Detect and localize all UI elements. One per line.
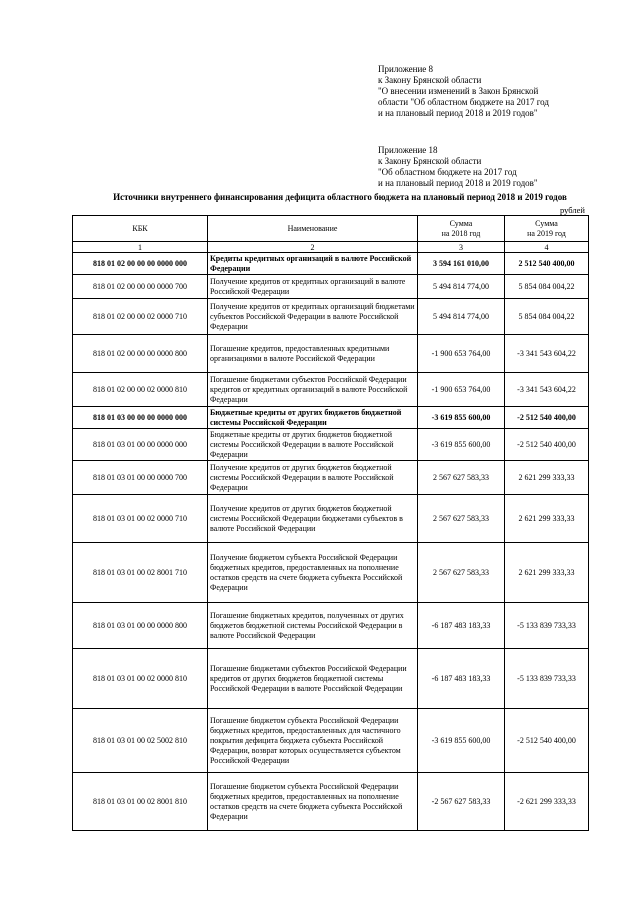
appendix-18-line: Приложение 18 bbox=[378, 145, 438, 155]
sum-2019-cell: -3 341 543 604,22 bbox=[505, 335, 589, 373]
kbk-cell: 818 01 03 01 00 02 8001 710 bbox=[73, 543, 208, 603]
appendix-8-header bbox=[378, 64, 549, 119]
table-row bbox=[73, 373, 589, 407]
header-kbk: КБК bbox=[73, 216, 208, 242]
document-title: Источники внутреннего финансирования дефицита областного бюджета на плановый период 2018 и 2019 годов bbox=[113, 192, 567, 202]
sum-2019-cell: 2 621 299 333,33 bbox=[505, 543, 589, 603]
col-number: 2 bbox=[208, 242, 418, 253]
table-row bbox=[73, 299, 589, 335]
col-number: 1 bbox=[73, 242, 208, 253]
appendix-8-line: области "Об областном бюджете на 2017 год bbox=[378, 97, 549, 107]
sum-2019-cell: 2 621 299 333,33 bbox=[505, 461, 589, 495]
sum-2018-cell: 2 567 627 583,33 bbox=[418, 461, 505, 495]
appendix-8-line: Приложение 8 bbox=[378, 64, 434, 74]
sum-2018-cell: -3 619 855 600,00 bbox=[418, 407, 505, 429]
name-cell: Получение кредитов от других бюджетов бюджетной системы Российской Федерации бюджетами субъектов в валюте Российской Федерации bbox=[208, 495, 418, 543]
sum-2019-cell: -5 133 839 733,33 bbox=[505, 603, 589, 649]
table-row bbox=[73, 495, 589, 543]
kbk-cell: 818 01 02 00 00 02 0000 810 bbox=[73, 373, 208, 407]
header-sum-2019: Сумма на 2019 год bbox=[505, 216, 589, 242]
sum-2018-cell: -3 619 855 600,00 bbox=[418, 709, 505, 773]
kbk-cell: 818 01 03 00 00 00 0000 000 bbox=[73, 407, 208, 429]
kbk-cell: 818 01 03 01 00 02 0000 710 bbox=[73, 495, 208, 543]
name-cell: Бюджетные кредиты от других бюджетов бюджетной системы Российской Федерации bbox=[208, 407, 418, 429]
unit-label: рублей bbox=[560, 205, 585, 215]
sum-2018-cell: -6 187 483 183,33 bbox=[418, 603, 505, 649]
sum-2019-cell: -5 133 839 733,33 bbox=[505, 649, 589, 709]
kbk-cell: 818 01 03 01 00 00 0000 000 bbox=[73, 429, 208, 461]
appendix-18-line: и на плановый период 2018 и 2019 годов" bbox=[378, 178, 538, 188]
sum-2018-cell: 5 494 814 774,00 bbox=[418, 299, 505, 335]
name-cell: Погашение кредитов, предоставленных кредитными организациями в валюте Российской Федерации bbox=[208, 335, 418, 373]
sum-2019-cell: 2 621 299 333,33 bbox=[505, 495, 589, 543]
sum-2019-cell: -3 341 543 604,22 bbox=[505, 373, 589, 407]
sum-2019-cell: 5 854 084 004,22 bbox=[505, 275, 589, 299]
appendix-18-header bbox=[378, 145, 538, 189]
sum-2019-cell: -2 512 540 400,00 bbox=[505, 429, 589, 461]
name-cell: Получение кредитов от других бюджетов бюджетной системы Российской Федерации в валюте Российской Федерации bbox=[208, 461, 418, 495]
table-row bbox=[73, 543, 589, 603]
sum-2018-cell: 5 494 814 774,00 bbox=[418, 275, 505, 299]
table-row bbox=[73, 275, 589, 299]
name-cell: Погашение бюджетом субъекта Российской Федерации бюджетных кредитов, предоставленных на пополнение остатков средств на счете бюджета субъекта Российской Федерации bbox=[208, 773, 418, 831]
name-cell: Погашение бюджетами субъектов Российской Федерации кредитов от кредитных организаций в валюте Российской Федерации bbox=[208, 373, 418, 407]
name-cell: Получение кредитов от кредитных организаций в валюте Российской Федерации bbox=[208, 275, 418, 299]
appendix-8-line: "О внесении изменений в Закон Брянской bbox=[378, 86, 539, 96]
kbk-cell: 818 01 03 01 00 00 0000 800 bbox=[73, 603, 208, 649]
kbk-cell: 818 01 03 01 00 02 8001 810 bbox=[73, 773, 208, 831]
name-cell: Погашение бюджетом субъекта Российской Федерации бюджетных кредитов, предоставленных для частичного покрытия дефицита бюджета субъекта Российской Федерации, возврат которых осуществляется субъектом Российской Федерации bbox=[208, 709, 418, 773]
sum-2019-cell: 5 854 084 004,22 bbox=[505, 299, 589, 335]
table-row bbox=[73, 649, 589, 709]
name-cell: Погашение бюджетами субъектов Российской Федерации кредитов от других бюджетов бюджетной системы Российской Федерации в валюте Российской Федерации bbox=[208, 649, 418, 709]
name-cell: Погашение бюджетных кредитов, полученных от других бюджетов бюджетной системы Российской Федерации в валюте Российской Федерации bbox=[208, 603, 418, 649]
kbk-cell: 818 01 03 01 00 00 0000 700 bbox=[73, 461, 208, 495]
sum-2019-cell: -2 512 540 400,00 bbox=[505, 709, 589, 773]
col-number: 3 bbox=[418, 242, 505, 253]
appendix-8-line: и на плановый период 2018 и 2019 годов" bbox=[378, 108, 538, 118]
table-row bbox=[73, 603, 589, 649]
table-body bbox=[73, 253, 589, 831]
kbk-cell: 818 01 02 00 00 00 0000 700 bbox=[73, 275, 208, 299]
table-row bbox=[73, 709, 589, 773]
kbk-cell: 818 01 02 00 00 00 0000 000 bbox=[73, 253, 208, 275]
sum-2019-cell: 2 512 540 400,00 bbox=[505, 253, 589, 275]
header-name: Наименование bbox=[208, 216, 418, 242]
appendix-18-line: "Об областном бюджете на 2017 год bbox=[378, 167, 517, 177]
financing-sources-table bbox=[72, 215, 589, 831]
sum-2018-cell: -3 619 855 600,00 bbox=[418, 429, 505, 461]
table-row bbox=[73, 429, 589, 461]
table-row bbox=[73, 253, 589, 275]
kbk-cell: 818 01 02 00 00 00 0000 800 bbox=[73, 335, 208, 373]
name-cell: Получение бюджетом субъекта Российской Федерации бюджетных кредитов, предоставленных на пополнение остатков средств на счете бюджета субъекта Российской Федерации bbox=[208, 543, 418, 603]
table-row bbox=[73, 773, 589, 831]
appendix-18-line: к Закону Брянской области bbox=[378, 156, 482, 166]
kbk-cell: 818 01 03 01 00 02 0000 810 bbox=[73, 649, 208, 709]
sum-2018-cell: -2 567 627 583,33 bbox=[418, 773, 505, 831]
kbk-cell: 818 01 03 01 00 02 5002 810 bbox=[73, 709, 208, 773]
name-cell: Получение кредитов от кредитных организаций бюджетами субъектов Российской Федерации в валюте Российской Федерации bbox=[208, 299, 418, 335]
sum-2018-cell: 3 594 161 010,00 bbox=[418, 253, 505, 275]
sum-2018-cell: -1 900 653 764,00 bbox=[418, 335, 505, 373]
kbk-cell: 818 01 02 00 00 02 0000 710 bbox=[73, 299, 208, 335]
sum-2018-cell: 2 567 627 583,33 bbox=[418, 543, 505, 603]
appendix-8-line: к Закону Брянской области bbox=[378, 75, 482, 85]
name-cell: Бюджетные кредиты от других бюджетов бюджетной системы Российской Федерации в валюте Российской Федерации bbox=[208, 429, 418, 461]
sum-2019-cell: -2 512 540 400,00 bbox=[505, 407, 589, 429]
table-row bbox=[73, 461, 589, 495]
table-row bbox=[73, 335, 589, 373]
name-cell: Кредиты кредитных организаций в валюте Российской Федерации bbox=[208, 253, 418, 275]
sum-2019-cell: -2 621 299 333,33 bbox=[505, 773, 589, 831]
header-sum-2018: Сумма на 2018 год bbox=[418, 216, 505, 242]
col-number: 4 bbox=[505, 242, 589, 253]
sum-2018-cell: 2 567 627 583,33 bbox=[418, 495, 505, 543]
table-row bbox=[73, 407, 589, 429]
sum-2018-cell: -6 187 483 183,33 bbox=[418, 649, 505, 709]
sum-2018-cell: -1 900 653 764,00 bbox=[418, 373, 505, 407]
